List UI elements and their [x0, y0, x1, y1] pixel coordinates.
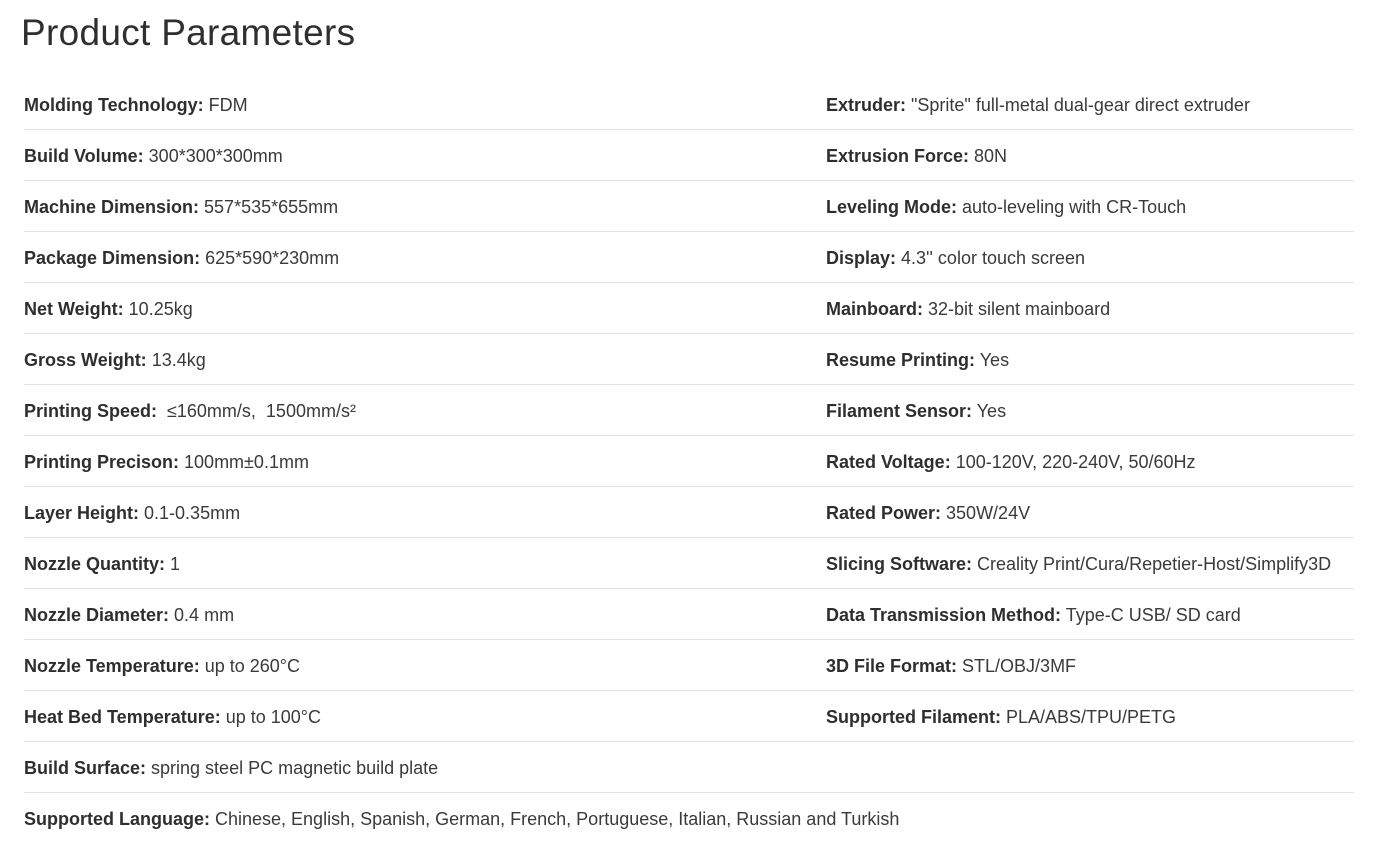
spec-value: PLA/ABS/TPU/PETG [1001, 707, 1177, 727]
spec-label: Mainboard: [826, 299, 923, 319]
spec-item-build-surface [24, 742, 438, 793]
spec-value: 300*300*300mm [143, 146, 283, 166]
spec-label: Heat Bed Temperature: [24, 707, 221, 727]
spec-value: 32-bit silent mainboard [923, 299, 1111, 319]
spec-label: Printing Speed: [24, 401, 158, 421]
spec-row [24, 283, 1354, 334]
spec-label: Net Weight: [24, 299, 124, 319]
spec-label: Leveling Mode: [826, 197, 958, 217]
spec-row [24, 742, 1354, 793]
spec-value: 100mm±0.1mm [179, 452, 309, 472]
spec-label: Display: [826, 248, 897, 268]
spec-item-net-weight [24, 283, 193, 334]
spec-value: auto-leveling with CR-Touch [957, 197, 1187, 217]
spec-value: "Sprite" full-metal dual-gear direct extruder [906, 95, 1250, 115]
spec-value: 10.25kg [123, 299, 193, 319]
spec-item-printing-precision [24, 436, 309, 487]
spec-value: 350W/24V [941, 503, 1031, 523]
spec-label: 3D File Format: [826, 656, 958, 676]
spec-label: Supported Filament: [826, 707, 1001, 727]
spec-value: ≤160mm/s, 1500mm/s² [157, 401, 356, 421]
spec-label: Nozzle Quantity: [24, 554, 166, 574]
spec-label: Slicing Software: [826, 554, 973, 574]
spec-label: Supported Language: [24, 809, 210, 829]
page-title: Product Parameters [21, 12, 356, 53]
spec-row [24, 691, 1354, 742]
spec-label: Filament Sensor: [826, 401, 973, 421]
spec-row [24, 538, 1354, 589]
spec-label: Nozzle Diameter: [24, 605, 170, 625]
spec-item-nozzle-diameter [24, 589, 234, 640]
spec-item-display [826, 232, 1085, 283]
spec-value: spring steel PC magnetic build plate [146, 758, 439, 778]
spec-row [24, 79, 1354, 130]
spec-value: 80N [969, 146, 1008, 166]
spec-label: Layer Height: [24, 503, 140, 523]
spec-value: FDM [203, 95, 248, 115]
spec-value: STL/OBJ/3MF [957, 656, 1077, 676]
spec-item-data-transmission-method [826, 589, 1241, 640]
spec-value: 557*535*655mm [199, 197, 339, 217]
spec-item-extruder [826, 79, 1250, 130]
spec-value: Yes [975, 350, 1010, 370]
spec-label: Gross Weight: [24, 350, 147, 370]
spec-label: Molding Technology: [24, 95, 204, 115]
spec-row [24, 232, 1354, 283]
spec-item-build-volume [24, 130, 283, 181]
spec-item-rated-voltage [826, 436, 1196, 487]
spec-label: Machine Dimension: [24, 197, 200, 217]
spec-item-heat-bed-temperature [24, 691, 321, 742]
spec-row [24, 436, 1354, 487]
spec-item-supported-language [24, 793, 899, 844]
spec-item-slicing-software [826, 538, 1331, 589]
spec-value: Chinese, English, Spanish, German, French, Portuguese, Italian, Russian and Turkish [210, 809, 900, 829]
spec-value: 0.1-0.35mm [139, 503, 241, 523]
spec-label: Data Transmission Method: [826, 605, 1062, 625]
spec-value: Type-C USB/ SD card [1061, 605, 1241, 625]
spec-label: Resume Printing: [826, 350, 976, 370]
spec-row [24, 589, 1354, 640]
spec-item-package-dimension [24, 232, 339, 283]
spec-table [24, 79, 1354, 844]
spec-item-layer-height [24, 487, 240, 538]
spec-label: Rated Power: [826, 503, 942, 523]
spec-label: Nozzle Temperature: [24, 656, 200, 676]
spec-row [24, 181, 1354, 232]
spec-value: 100-120V, 220-240V, 50/60Hz [950, 452, 1196, 472]
spec-value: Yes [972, 401, 1007, 421]
spec-value: 13.4kg [146, 350, 206, 370]
spec-label: Package Dimension: [24, 248, 201, 268]
spec-item-mainboard [826, 283, 1110, 334]
spec-item-nozzle-temperature [24, 640, 300, 691]
spec-row [24, 334, 1354, 385]
spec-item-gross-weight [24, 334, 206, 385]
spec-label: Build Surface: [24, 758, 147, 778]
spec-item-leveling-mode [826, 181, 1186, 232]
spec-item-extrusion-force [826, 130, 1007, 181]
spec-item-supported-filament [826, 691, 1176, 742]
spec-item-molding-technology [24, 79, 248, 130]
spec-value: up to 100°C [220, 707, 321, 727]
spec-label: Rated Voltage: [826, 452, 951, 472]
spec-label: Extruder: [826, 95, 907, 115]
spec-value: 0.4 mm [169, 605, 235, 625]
spec-label: Printing Precison: [24, 452, 180, 472]
spec-row [24, 487, 1354, 538]
spec-item-filament-sensor [826, 385, 1006, 436]
spec-row [24, 640, 1354, 691]
spec-item-3d-file-format [826, 640, 1076, 691]
spec-item-rated-power [826, 487, 1030, 538]
spec-item-resume-printing [826, 334, 1009, 385]
spec-value: 1 [165, 554, 181, 574]
spec-value: Creality Print/Cura/Repetier-Host/Simplify3D [972, 554, 1332, 574]
spec-row [24, 130, 1354, 181]
spec-item-printing-speed [24, 385, 356, 436]
spec-row [24, 793, 1354, 844]
spec-label: Extrusion Force: [826, 146, 970, 166]
spec-value: up to 260°C [199, 656, 300, 676]
spec-value: 4.3'' color touch screen [896, 248, 1086, 268]
spec-row [24, 385, 1354, 436]
spec-value: 625*590*230mm [200, 248, 340, 268]
spec-item-machine-dimension [24, 181, 338, 232]
spec-item-nozzle-quantity [24, 538, 180, 589]
spec-label: Build Volume: [24, 146, 144, 166]
